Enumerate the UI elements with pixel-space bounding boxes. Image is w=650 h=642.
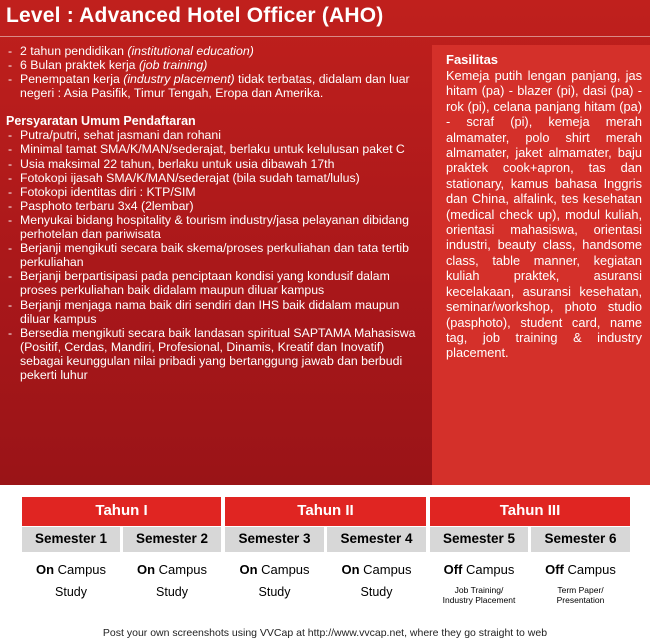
- facilities-text: Kemeja putih lengan panjang, jas hitam (pa) - blazer (pi), dasi (pa) - rok (pi), celana panjang hitam (pa) - scraf (pi), kemeja merah almamater, polo shirt merah almamater, jaket almamater, baju praktek cook+apron, tas dan stationary, kamus bahasa Inggris dan China, alfalink, tes kesehatan (medical check up), modul kuliah, orientasi mahasiswa, orientasi industri, beauty class, handsome class, table manner, kegiatan kuliah praktek, asuransi kecelakaan, asuransi kesehatan, seminar/workshop, photo studio (pasphoto), student card, name tag, job training & industry placement.: [446, 68, 642, 361]
- requirement-item: - Berjanji berpartisipasi pada penciptaan kondisi yang kondusif dalam proses perkuliahan baik didalam maupun diluar kampus: [6, 269, 424, 297]
- semester-activity: Term Paper/ Presentation: [556, 585, 605, 605]
- status-keyword: Off: [545, 562, 564, 577]
- semester-label: Semester 4: [327, 527, 426, 552]
- campus-status: [123, 562, 221, 577]
- requirement-item: - Putra/putri, sehat jasmani dan rohani: [6, 128, 424, 142]
- requirement-item: - Berjanji mengikuti secara baik skema/proses perkuliahan dan tata tertib perkuliahan: [6, 241, 424, 269]
- semester-label: Semester 1: [22, 527, 120, 552]
- year-header: Tahun III: [430, 497, 630, 526]
- campus-status: [327, 562, 426, 577]
- intro-italic: (institutional education): [127, 44, 254, 58]
- intro-plain: 6 Bulan praktek kerja: [20, 58, 139, 73]
- status-rest: Campus: [462, 562, 515, 577]
- semester-activity: Study: [258, 585, 291, 599]
- status-rest: Campus: [155, 562, 208, 577]
- requirements-list: [6, 128, 424, 382]
- requirement-item: - Usia maksimal 22 tahun, berlaku untuk usia dibawah 17th: [6, 157, 424, 171]
- intro-item: [6, 72, 424, 100]
- status-keyword: On: [341, 562, 360, 577]
- year-header: Tahun I: [22, 497, 221, 526]
- semester-schedule: [22, 497, 630, 609]
- intro-italic: (job training): [138, 58, 208, 73]
- campus-status: [22, 562, 120, 577]
- semester-activity: Study: [55, 585, 87, 599]
- intro-plain: 2 tahun pendidikan: [20, 44, 128, 58]
- status-rest: Campus: [257, 562, 310, 577]
- facilities-heading: Fasilitas: [446, 52, 499, 67]
- requirement-item: - Fotokopi identitas diri : KTP/SIM: [6, 185, 424, 199]
- page-title: Level : Advanced Hotel Officer (AHO): [6, 4, 384, 27]
- divider: [0, 36, 650, 37]
- semester-activity: Study: [360, 585, 393, 599]
- status-keyword: On: [136, 562, 156, 577]
- intro-item: [6, 44, 424, 58]
- requirement-item: - Bersedia mengikuti secara baik landasan spiritual SAPTAMA Mahasiswa (Positif, Cerdas, Mandiri, Profesional, Dinamis, Kreatif dan Inovatif) sebagai keunggulan nilai pribadi yang bertanggung jawab dan berbudi pekerti luhur: [6, 326, 424, 382]
- year-header: Tahun II: [225, 497, 426, 526]
- campus-status: [531, 562, 630, 577]
- campus-status: [225, 562, 324, 577]
- requirements-heading: Persyaratan Umum Pendaftaran: [6, 114, 196, 129]
- status-keyword: On: [35, 562, 55, 577]
- program-details: [6, 44, 424, 382]
- watermark-footer: Post your own screenshots using VVCap at http://www.vvcap.net, where they go straight to web: [102, 627, 548, 639]
- semester-label: Semester 6: [531, 527, 630, 552]
- intro-rest: tidak terbatas, didalam dan luar negeri : Asia Pasifik, Timur Tengah, Eropa dan Amerika.: [20, 72, 410, 101]
- semester-activity: Study: [156, 585, 188, 599]
- status-keyword: On: [239, 562, 258, 577]
- intro-plain: Penempatan kerja: [20, 72, 124, 87]
- requirement-item: - Pasphoto terbaru 3x4 (2lembar): [6, 199, 424, 213]
- status-rest: Campus: [54, 562, 107, 577]
- status-rest: Campus: [563, 562, 616, 577]
- status-rest: Campus: [359, 562, 412, 577]
- semester-activity: Job Training/ Industry Placement: [442, 585, 516, 605]
- intro-italic: (industry placement): [123, 72, 235, 87]
- status-keyword: Off: [443, 562, 463, 577]
- requirement-item: - Minimal tamat SMA/K/MAN/sederajat, berlaku untuk kelulusan paket C: [6, 142, 424, 156]
- requirement-item: - Berjanji menjaga nama baik diri sendiri dan IHS baik didalam maupun diluar kampus: [6, 298, 424, 326]
- requirement-item: - Menyukai bidang hospitality & tourism industry/jasa pelayanan dibidang perhotelan dan pariwisata: [6, 213, 424, 241]
- semester-label: Semester 5: [430, 527, 528, 552]
- intro-item: [6, 58, 424, 72]
- semester-label: Semester 3: [225, 527, 324, 552]
- intro-list: [6, 44, 424, 100]
- semester-label: Semester 2: [123, 527, 221, 552]
- campus-status: [430, 562, 528, 577]
- facilities-panel: [432, 45, 650, 485]
- requirement-item: - Fotokopi ijasah SMA/K/MAN/sederajat (bila sudah tamat/lulus): [6, 171, 424, 185]
